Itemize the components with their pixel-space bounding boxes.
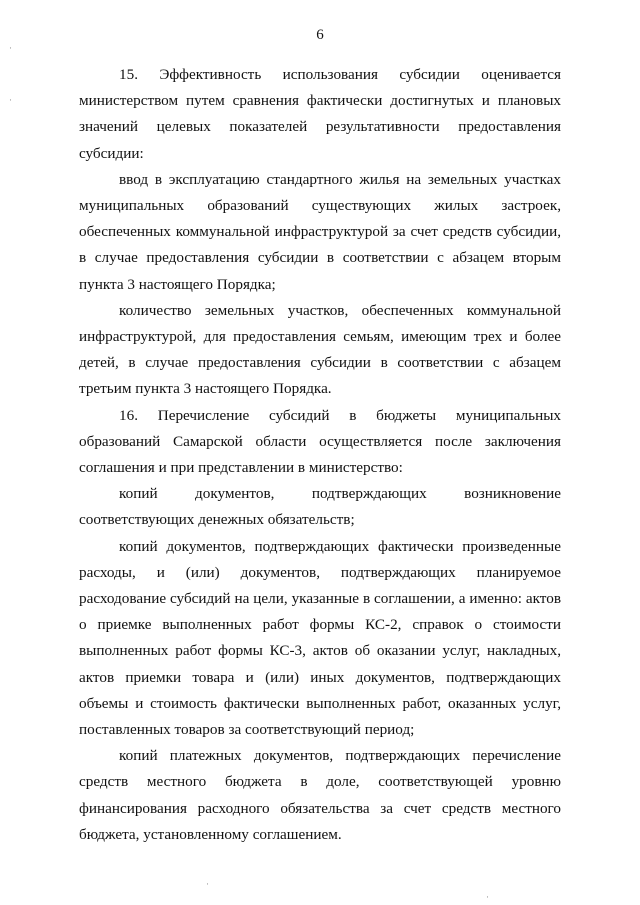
- paragraph-obligation-documents: копий документов, подтверждающих возникновение соответствующих денежных обязательств;: [79, 485, 561, 529]
- page-number: 6: [316, 27, 324, 43]
- paragraph-payment-documents: копий платежных документов, подтверждающих перечисление средств местного бюджета в доле, соответствующей уровню финансирования расходного обязательства за счет средств местного бюджета, установленному соглашением.: [79, 747, 561, 843]
- paragraph-housing-commissioning: ввод в эксплуатацию стандартного жилья на земельных участках муниципальных образований существующих жилых застроек, обеспеченных коммунальной инфраструктурой за счет средств субсидии, в случае предоставления субсидии в соответствии с абзацем вторым пункта 3 настоящего Порядка;: [79, 170, 561, 293]
- scan-artifact-mark: ·: [9, 43, 12, 53]
- paragraph-15-effectiveness: 15. Эффективность использования субсидии оценивается министерством путем сравнения фактически достигнутых и плановых значений целевых показателей результативности предоставления субсидии:: [79, 66, 561, 162]
- scan-artifact-mark: ·: [9, 95, 12, 105]
- paragraph-expense-documents: копий документов, подтверждающих фактически произведенные расходы, и (или) документов, подтверждающих планируемое расходование субсидий на цели, указанные в соглашении, а именно: актов о приемке выполненных работ формы КС-2, справок о стоимости выполненных работ формы КС-3, актов об оказании услуг, накладных, актов приемки товара и (или) иных документов, подтверждающих объемы и стоимость фактически выполненных работ, оказанных услуг, поставленных товаров за соответствующий период;: [79, 537, 561, 739]
- paragraph-land-plots-count: количество земельных участков, обеспеченных коммунальной инфраструктурой, для предоставления семьям, имеющим трех и более детей, в случае предоставления субсидии в соответствии с абзацем третьим пункта 3 настоящего Порядка.: [79, 301, 561, 398]
- scan-artifact-mark: ·: [206, 879, 209, 889]
- scan-artifact-mark: ·: [486, 892, 489, 902]
- document-body: [79, 62, 561, 848]
- paragraph-16-subsidy-transfer: 16. Перечисление субсидий в бюджеты муниципальных образований Самарской области осуществляется после заключения соглашения и при представлении в министерство:: [79, 406, 561, 477]
